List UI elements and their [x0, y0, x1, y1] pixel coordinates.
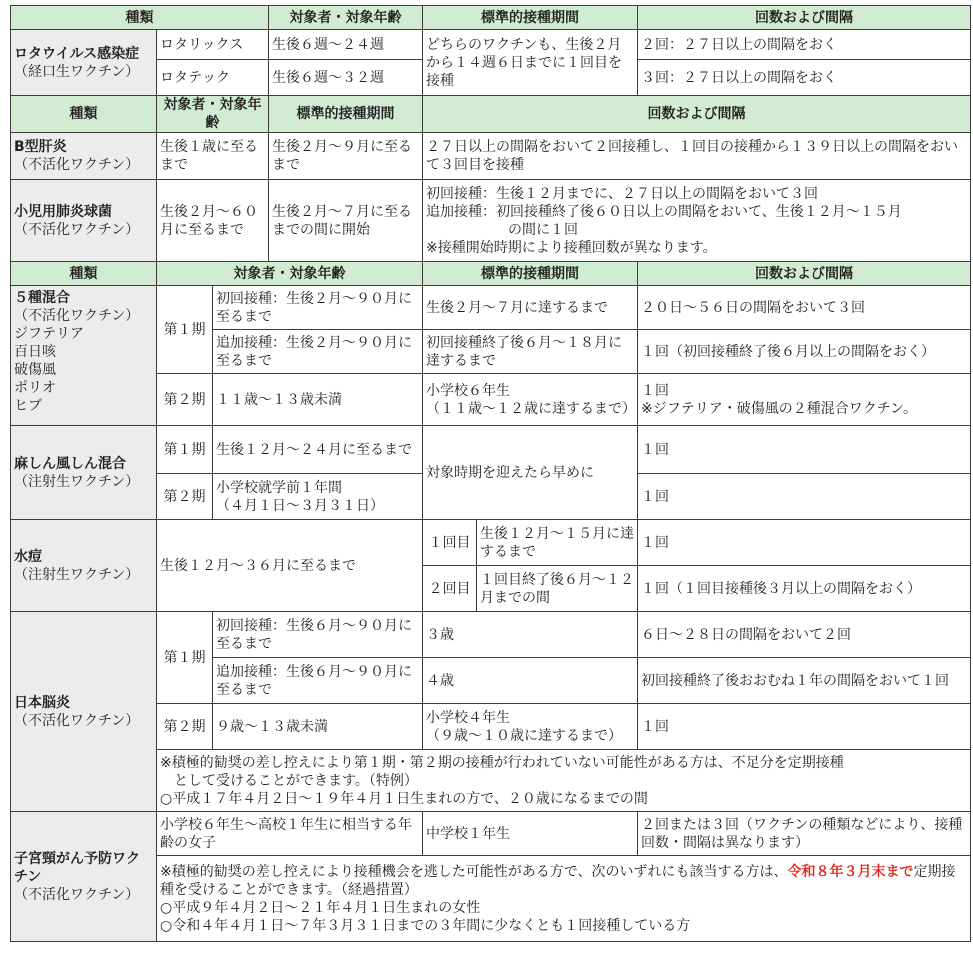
target-age: 生後１２月～２４月に至るまで	[213, 426, 423, 474]
disease-name: 破傷風	[14, 362, 56, 378]
dose-label: １回目	[423, 520, 477, 566]
header-period: 標準的接種期間	[423, 6, 638, 30]
vaccine-name: 麻しん風しん混合	[14, 455, 126, 472]
count-line: の間に１回	[508, 221, 579, 238]
phase-label: 第２期	[157, 374, 213, 426]
disease-name: ヒブ	[14, 398, 42, 414]
dose-count	[423, 180, 971, 262]
vaccine-name-cell	[11, 133, 157, 180]
standard-period: 中学校１年生	[423, 812, 638, 856]
vaccine-type: （注射生ワクチン）	[14, 566, 140, 583]
vaccine-type: （注射生ワクチン）	[14, 473, 140, 490]
note-line: ○令和４年４月１日～７年３月３１日までの３年間に少なくとも１回接種している方	[160, 917, 691, 934]
note-line: ○平成１７年４月２日～１９年４月１日生まれの方で、２０歳になるまでの間	[160, 790, 648, 807]
dose-count: ２回：２７日以上の間隔をおく	[638, 30, 971, 60]
standard-period: 生後２月～７月に達するまで	[423, 286, 638, 330]
target-age: ９歳～１３歳未満	[213, 704, 423, 750]
standard-period: ３歳	[423, 612, 638, 658]
phase-label: 第２期	[157, 474, 213, 520]
target-age: １１歳～１３歳未満	[213, 374, 423, 426]
target-age: 生後１２月～３６月に至るまで	[157, 520, 423, 612]
period-line: （１１歳～１２歳に達するまで）	[426, 400, 637, 417]
vaccine-product: ロタテック	[157, 60, 269, 96]
vaccine-name: 小児用肺炎球菌	[14, 203, 112, 220]
target-age	[213, 474, 423, 520]
header-period: 標準的接種期間	[269, 96, 423, 133]
dose-count	[638, 374, 971, 426]
target-age: 生後６週～３２週	[269, 60, 423, 96]
vaccine-name-cell	[11, 612, 157, 812]
header-kind: 種類	[11, 96, 157, 133]
target-age: 生後２月～６０月に至るまで	[157, 180, 269, 262]
vaccine-name-cell	[11, 30, 157, 96]
header-target: 対象者・対象年齢	[157, 96, 269, 133]
phase-label: 第２期	[157, 704, 213, 750]
vaccine-name: 子宮頸がん予防ワクチン	[14, 850, 140, 885]
vaccination-schedule-table	[10, 5, 971, 942]
dose-count: １回	[638, 474, 971, 520]
target-age: 生後１歳に至るまで	[157, 133, 269, 180]
header-kind: 種類	[11, 6, 269, 30]
dose-count: １回	[638, 426, 971, 474]
standard-period	[423, 374, 638, 426]
disease-name: ポリオ	[14, 380, 56, 396]
target-age: 初回接種：生後６月～９０月に至るまで	[213, 612, 423, 658]
header-count: 回数および間隔	[638, 262, 971, 286]
standard-period: 初回接種終了後６月～１８月に達するまで	[423, 330, 638, 374]
note-text: ※積極的勧奨の差し控えにより接種機会を逃した可能性がある方で、次のいずれにも該当する方は、	[160, 863, 788, 880]
table-row	[11, 133, 971, 180]
dose-count: ２７日以上の間隔をおいて２回接種し、１回目の接種から１３９日以上の間隔をおいて３回目を接種	[423, 133, 971, 180]
header-period: 標準的接種期間	[423, 262, 638, 286]
dose-label: ２回目	[423, 566, 477, 612]
vaccine-name: 水痘	[14, 548, 42, 565]
period-line: （９歳～１０歳に達するまで）	[426, 727, 623, 744]
disease-name: ジフテリア	[14, 326, 84, 342]
header-count: 回数および間隔	[423, 96, 971, 133]
note-line: ※積極的勧奨の差し控えにより第１期・第２期の接種が行われていない可能性がある方は、不足分を定期接種	[160, 754, 844, 771]
standard-period: 生後２月～９月に至るまで	[269, 133, 423, 180]
header-target: 対象者・対象年齢	[157, 262, 423, 286]
vaccine-type: （不活化ワクチン）	[14, 157, 140, 173]
vaccine-name-cell	[11, 520, 157, 612]
dose-count: ２０日～５６日の間隔をおいて３回	[638, 286, 971, 330]
count-line: ※ジフテリア・破傷風の２種混合ワクチン。	[641, 400, 917, 417]
dose-count: ２回または３回（ワクチンの種類などにより、接種回数・間隔は異なります）	[638, 812, 971, 856]
table-row	[11, 612, 971, 658]
vaccine-type: （不活化ワクチン）	[14, 308, 140, 324]
dose-count: １回（１回目接種後３月以上の間隔をおく）	[638, 566, 971, 612]
target-line: （４月１日～３月３１日）	[216, 497, 384, 514]
dose-count: １回（初回接種終了後６月以上の間隔をおく）	[638, 330, 971, 374]
table-row	[11, 812, 971, 856]
dose-count: １回	[638, 520, 971, 566]
count-line: 初回接種：生後１２月までに、２７日以上の間隔をおいて３回	[426, 185, 819, 202]
vaccine-product: ロタリックス	[157, 30, 269, 60]
note-cell	[157, 856, 971, 942]
note-cell	[157, 750, 971, 812]
standard-period	[423, 704, 638, 750]
dose-count: ６日～２８日の間隔をおいて２回	[638, 612, 971, 658]
count-line: １回	[641, 382, 670, 399]
vaccine-type: （経口生ワクチン）	[14, 63, 140, 80]
note-line	[160, 863, 967, 899]
vaccine-type: （不活化ワクチン）	[14, 221, 140, 238]
vaccine-name-cell	[11, 812, 157, 942]
disease-name: 百日咳	[14, 344, 56, 360]
standard-period: 生後１２月～１５月に達するまで	[477, 520, 638, 566]
header-count: 回数および間隔	[638, 6, 971, 30]
dose-count: ３回：２７日以上の間隔をおく	[638, 60, 971, 96]
vaccine-name: ロタウイルス感染症	[14, 45, 140, 62]
vaccine-type: （不活化ワクチン）	[14, 712, 140, 729]
vaccine-name-cell	[11, 180, 157, 262]
vaccine-type: （不活化ワクチン）	[14, 886, 140, 903]
period-line: 小学校６年生	[426, 382, 511, 399]
header-kind: 種類	[11, 262, 157, 286]
table-row	[11, 286, 971, 330]
dose-count: 初回接種終了後おおむね１年の間隔をおいて１回	[638, 658, 971, 704]
deadline-highlight: 令和８年３月末まで	[787, 863, 914, 880]
header-row-group2	[11, 96, 971, 133]
header-row-group3	[11, 262, 971, 286]
target-age: 生後６週～２４週	[269, 30, 423, 60]
standard-period: 対象時期を迎えたら早めに	[423, 426, 638, 520]
header-row-rota	[11, 6, 971, 30]
standard-period: ４歳	[423, 658, 638, 704]
target-age: 追加接種：生後２月～９０月に至るまで	[213, 330, 423, 374]
vaccine-name: ５種混合	[14, 290, 70, 306]
standard-period: 生後２月～７月に至るまでの間に開始	[269, 180, 423, 262]
vaccine-name-cell	[11, 286, 157, 426]
period-line: 小学校４年生	[426, 709, 511, 726]
header-target: 対象者・対象年齢	[269, 6, 423, 30]
target-age: 初回接種：生後２月～９０月に至るまで	[213, 286, 423, 330]
dose-count: １回	[638, 704, 971, 750]
note-line: として受けることができます。（特例）	[174, 772, 418, 789]
note-line: ○平成９年４月２日～２１年４月１日生まれの女性	[160, 899, 481, 916]
standard-period: どちらのワクチンも、生後２月から１４週６日までに１回目を接種	[423, 30, 638, 96]
vaccine-name: 日本脳炎	[14, 694, 70, 711]
target-age: 小学校６年生～高校１年生に相当する年齢の女子	[157, 812, 423, 856]
count-line: 追加接種：初回接種終了後６０日以上の間隔をおいて、生後１２月～１５月	[426, 203, 902, 220]
table-row	[11, 426, 971, 474]
table-row	[11, 520, 971, 566]
table-row	[11, 30, 971, 60]
table-row	[11, 180, 971, 262]
vaccine-name: B型肝炎	[14, 139, 67, 155]
phase-label: 第１期	[157, 426, 213, 474]
phase-label: 第１期	[157, 612, 213, 704]
target-line: 小学校就学前１年間	[216, 479, 342, 496]
phase-label: 第１期	[157, 286, 213, 374]
target-age: 追加接種：生後６月～９０月に至るまで	[213, 658, 423, 704]
vaccine-name-cell	[11, 426, 157, 520]
note-text: 定期接種を受けることができます。（経過措置）	[160, 863, 956, 898]
count-line: ※接種開始時期により接種回数が異なります。	[426, 239, 717, 256]
standard-period: １回目終了後６月～１２月までの間	[477, 566, 638, 612]
